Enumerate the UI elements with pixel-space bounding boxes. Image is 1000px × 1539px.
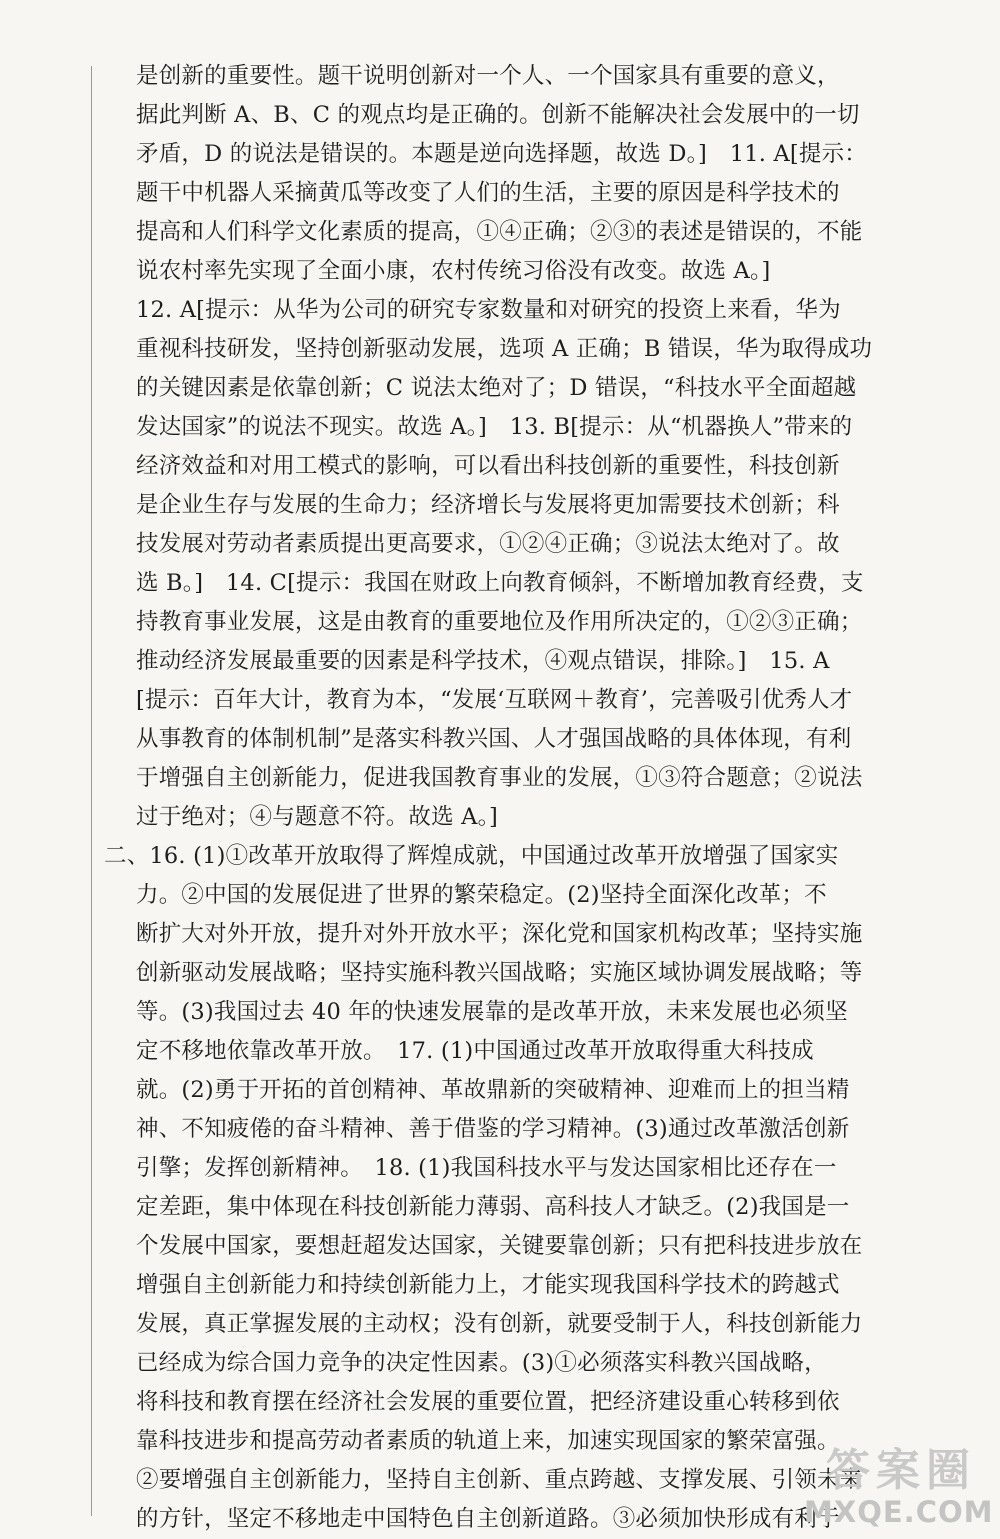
text-line: 增强自主创新能力和持续创新能力上，才能实现我国科学技术的跨越式 [136, 1272, 840, 1298]
text-line: 经济效益和对用工模式的影响，可以看出科技创新的重要性，科技创新 [136, 453, 840, 479]
text-line: [提示：百年大计，教育为本，“发展‘互联网＋教育’，完善吸引优秀人才 [136, 687, 853, 713]
text-line: 矛盾，D 的说法是错误的。本题是逆向选择题，故选 D。] 11. A[提示： [136, 141, 867, 167]
text-line: ②要增强自主创新能力，坚持自主创新、重点跨越、支撑发展、引领未来 [136, 1467, 863, 1493]
watermark-url: MXQE.COM [804, 1495, 994, 1529]
text-line: 定差距，集中体现在科技创新能力薄弱、高科技人才缺乏。(2)我国是一 [136, 1194, 850, 1220]
text-line: 是企业生存与发展的生命力；经济增长与发展将更加需要技术创新；科 [136, 492, 840, 518]
text-line: 引擎；发挥创新精神。 18. (1)我国科技水平与发达国家相比还存在一 [136, 1155, 837, 1181]
text-line: 力。②中国的发展促进了世界的繁荣稳定。(2)坚持全面深化改革；不 [136, 882, 827, 908]
text-line: 持教育事业发展，这是由教育的重要地位及作用所决定的，①②③正确； [136, 609, 863, 635]
watermark-logo: 答案圈 [826, 1445, 976, 1496]
text-line: 等。(3)我国过去 40 年的快速发展靠的是改革开放，未来发展也必须坚 [136, 999, 848, 1025]
text-line: 将科技和教育摆在经济社会发展的重要位置，把经济建设重心转移到依 [136, 1389, 840, 1415]
text-line: 12. A[提示：从华为公司的研究专家数量和对研究的投资上来看，华为 [136, 297, 841, 323]
text-line: 靠科技进步和提高劳动者素质的轨道上来，加速实现国家的繁荣富强。 [136, 1428, 840, 1454]
text-line: 推动经济发展最重要的因素是科学技术，④观点错误，排除。] 15. A [136, 648, 830, 674]
text-line: 过于绝对；④与题意不符。故选 A。] [136, 804, 499, 830]
text-line: 说农村率先实现了全面小康，农村传统习俗没有改变。故选 A。] [136, 258, 771, 284]
text-line: 神、不知疲倦的奋斗精神、善于借鉴的学习精神。(3)通过改革激活创新 [136, 1116, 850, 1142]
text-line: 就。(2)勇于开拓的首创精神、革故鼎新的突破精神、迎难而上的担当精 [136, 1077, 850, 1103]
text-line: 定不移地依靠改革开放。 17. (1)中国通过改革开放取得重大科技成 [136, 1038, 814, 1064]
margin-rule [91, 66, 92, 1516]
text-line: 据此判断 A、B、C 的观点均是正确的。创新不能解决社会发展中的一切 [136, 102, 860, 128]
text-line: 从事教育的体制机制”是落实科教兴国、人才强国战略的具体体现，有利 [136, 726, 852, 752]
text-line: 于增强自主创新能力，促进我国教育事业的发展，①③符合题意；②说法 [136, 765, 863, 791]
section-heading-line: 二、16. (1)①改革开放取得了辉煌成就，中国通过改革开放增强了国家实 [104, 843, 839, 869]
text-line: 提高和人们科学文化素质的提高，①④正确；②③的表述是错误的，不能 [136, 219, 863, 245]
text-line: 的方针，坚定不移地走中国特色自主创新道路。③必须加快形成有利于 [136, 1506, 840, 1532]
text-line: 个发展中国家，要想赶超发达国家，关键要靠创新；只有把科技进步放在 [136, 1233, 863, 1259]
text-line: 的关键因素是依靠创新；C 说法太绝对了；D 错误，“科技水平全面超越 [136, 375, 857, 401]
text-line: 创新驱动发展战略；坚持实施科教兴国战略；实施区域协调发展战略；等 [136, 960, 863, 986]
text-line: 是创新的重要性。题干说明创新对一个人、一个国家具有重要的意义， [136, 63, 840, 89]
text-line: 技发展对劳动者素质提出更高要求，①②④正确；③说法太绝对了。故 [136, 531, 840, 557]
text-line: 发达国家”的说法不现实。故选 A。] 13. B[提示：从“机器换人”带来的 [136, 414, 853, 440]
text-line: 选 B。] 14. C[提示：我国在财政上向教育倾斜，不断增加教育经费，支 [136, 570, 864, 596]
text-line: 题干中机器人采摘黄瓜等改变了人们的生活，主要的原因是科学技术的 [136, 180, 840, 206]
text-line: 断扩大对外开放，提升对外开放水平；深化党和国家机构改革；坚持实施 [136, 921, 863, 947]
text-line: 已经成为综合国力竞争的决定性因素。(3)①必须落实科教兴国战略， [136, 1350, 827, 1376]
text-line: 重视科技研发，坚持创新驱动发展，选项 A 正确；B 错误，华为取得成功 [136, 336, 873, 362]
text-line: 发展，真正掌握发展的主动权；没有创新，就要受制于人，科技创新能力 [136, 1311, 863, 1337]
